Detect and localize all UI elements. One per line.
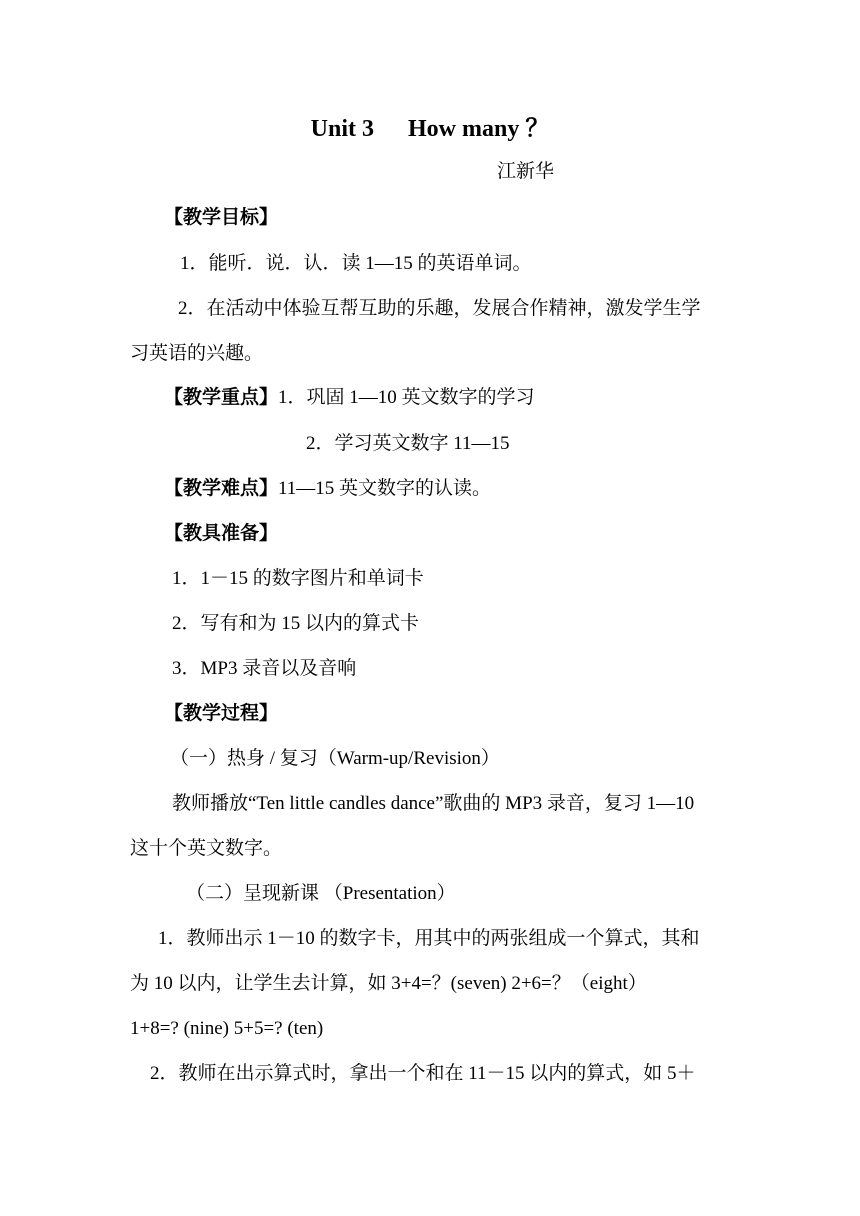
document-title — [0, 114, 860, 144]
difficulty-heading: 【教学难点】 — [164, 478, 279, 499]
objectives-heading: 【教学目标】 — [164, 207, 279, 228]
objective-item-2-line-1: 2．在活动中体验互帮互助的乐趣，发展合作精神，激发学生学 — [178, 298, 701, 319]
key-point-item-2: 2．学习英文数字 11—15 — [306, 433, 510, 454]
title-unit: Unit 3 — [310, 116, 374, 142]
presentation-item-2-line-1: 2．教师在出示算式时，拿出一个和在 11－15 以内的算式，如 5＋ — [150, 1063, 696, 1084]
process-step-1-title: （一）热身 / 复习（Warm-up/Revision） — [170, 748, 500, 769]
difficulty-row — [164, 477, 491, 501]
key-points-row — [164, 386, 535, 410]
presentation-item-1-line-2: 为 10 以内，让学生去计算，如 3+4=？(seven) 2+6=？（eight） — [130, 973, 647, 994]
presentation-item-1-line-1: 1．教师出示 1－10 的数字卡，用其中的两张组成一个算式，其和 — [158, 928, 700, 949]
materials-item-1: 1．1－15 的数字图片和单词卡 — [172, 568, 424, 589]
materials-heading: 【教具准备】 — [164, 523, 279, 544]
process-heading: 【教学过程】 — [164, 703, 279, 724]
key-points-heading: 【教学重点】 — [164, 387, 279, 408]
materials-item-3: 3．MP3 录音以及音响 — [172, 658, 357, 679]
process-step-2-title: （二）呈现新课 （Presentation） — [186, 883, 456, 904]
title-topic: How many ？ — [408, 116, 550, 142]
process-step-1-line-1: 教师播放“Ten little candles dance”歌曲的 MP3 录音，复习 1—10 — [172, 793, 695, 814]
materials-item-2: 2．写有和为 15 以内的算式卡 — [172, 613, 420, 634]
author-name: 江新华 — [497, 161, 555, 182]
process-step-1-line-2: 这十个英文数字。 — [130, 838, 283, 859]
presentation-item-1-line-3: 1+8=? (nine) 5+5=? (ten) — [130, 1018, 324, 1039]
objective-item-2-line-2: 习英语的兴趣。 — [130, 343, 264, 364]
difficulty-text: 11—15 英文数字的认读。 — [278, 478, 492, 499]
objective-item-1: 1．能听．说．认．读 1—15 的英语单词。 — [180, 253, 532, 274]
key-point-item-1: 1．巩固 1—10 英文数字的学习 — [278, 387, 535, 408]
